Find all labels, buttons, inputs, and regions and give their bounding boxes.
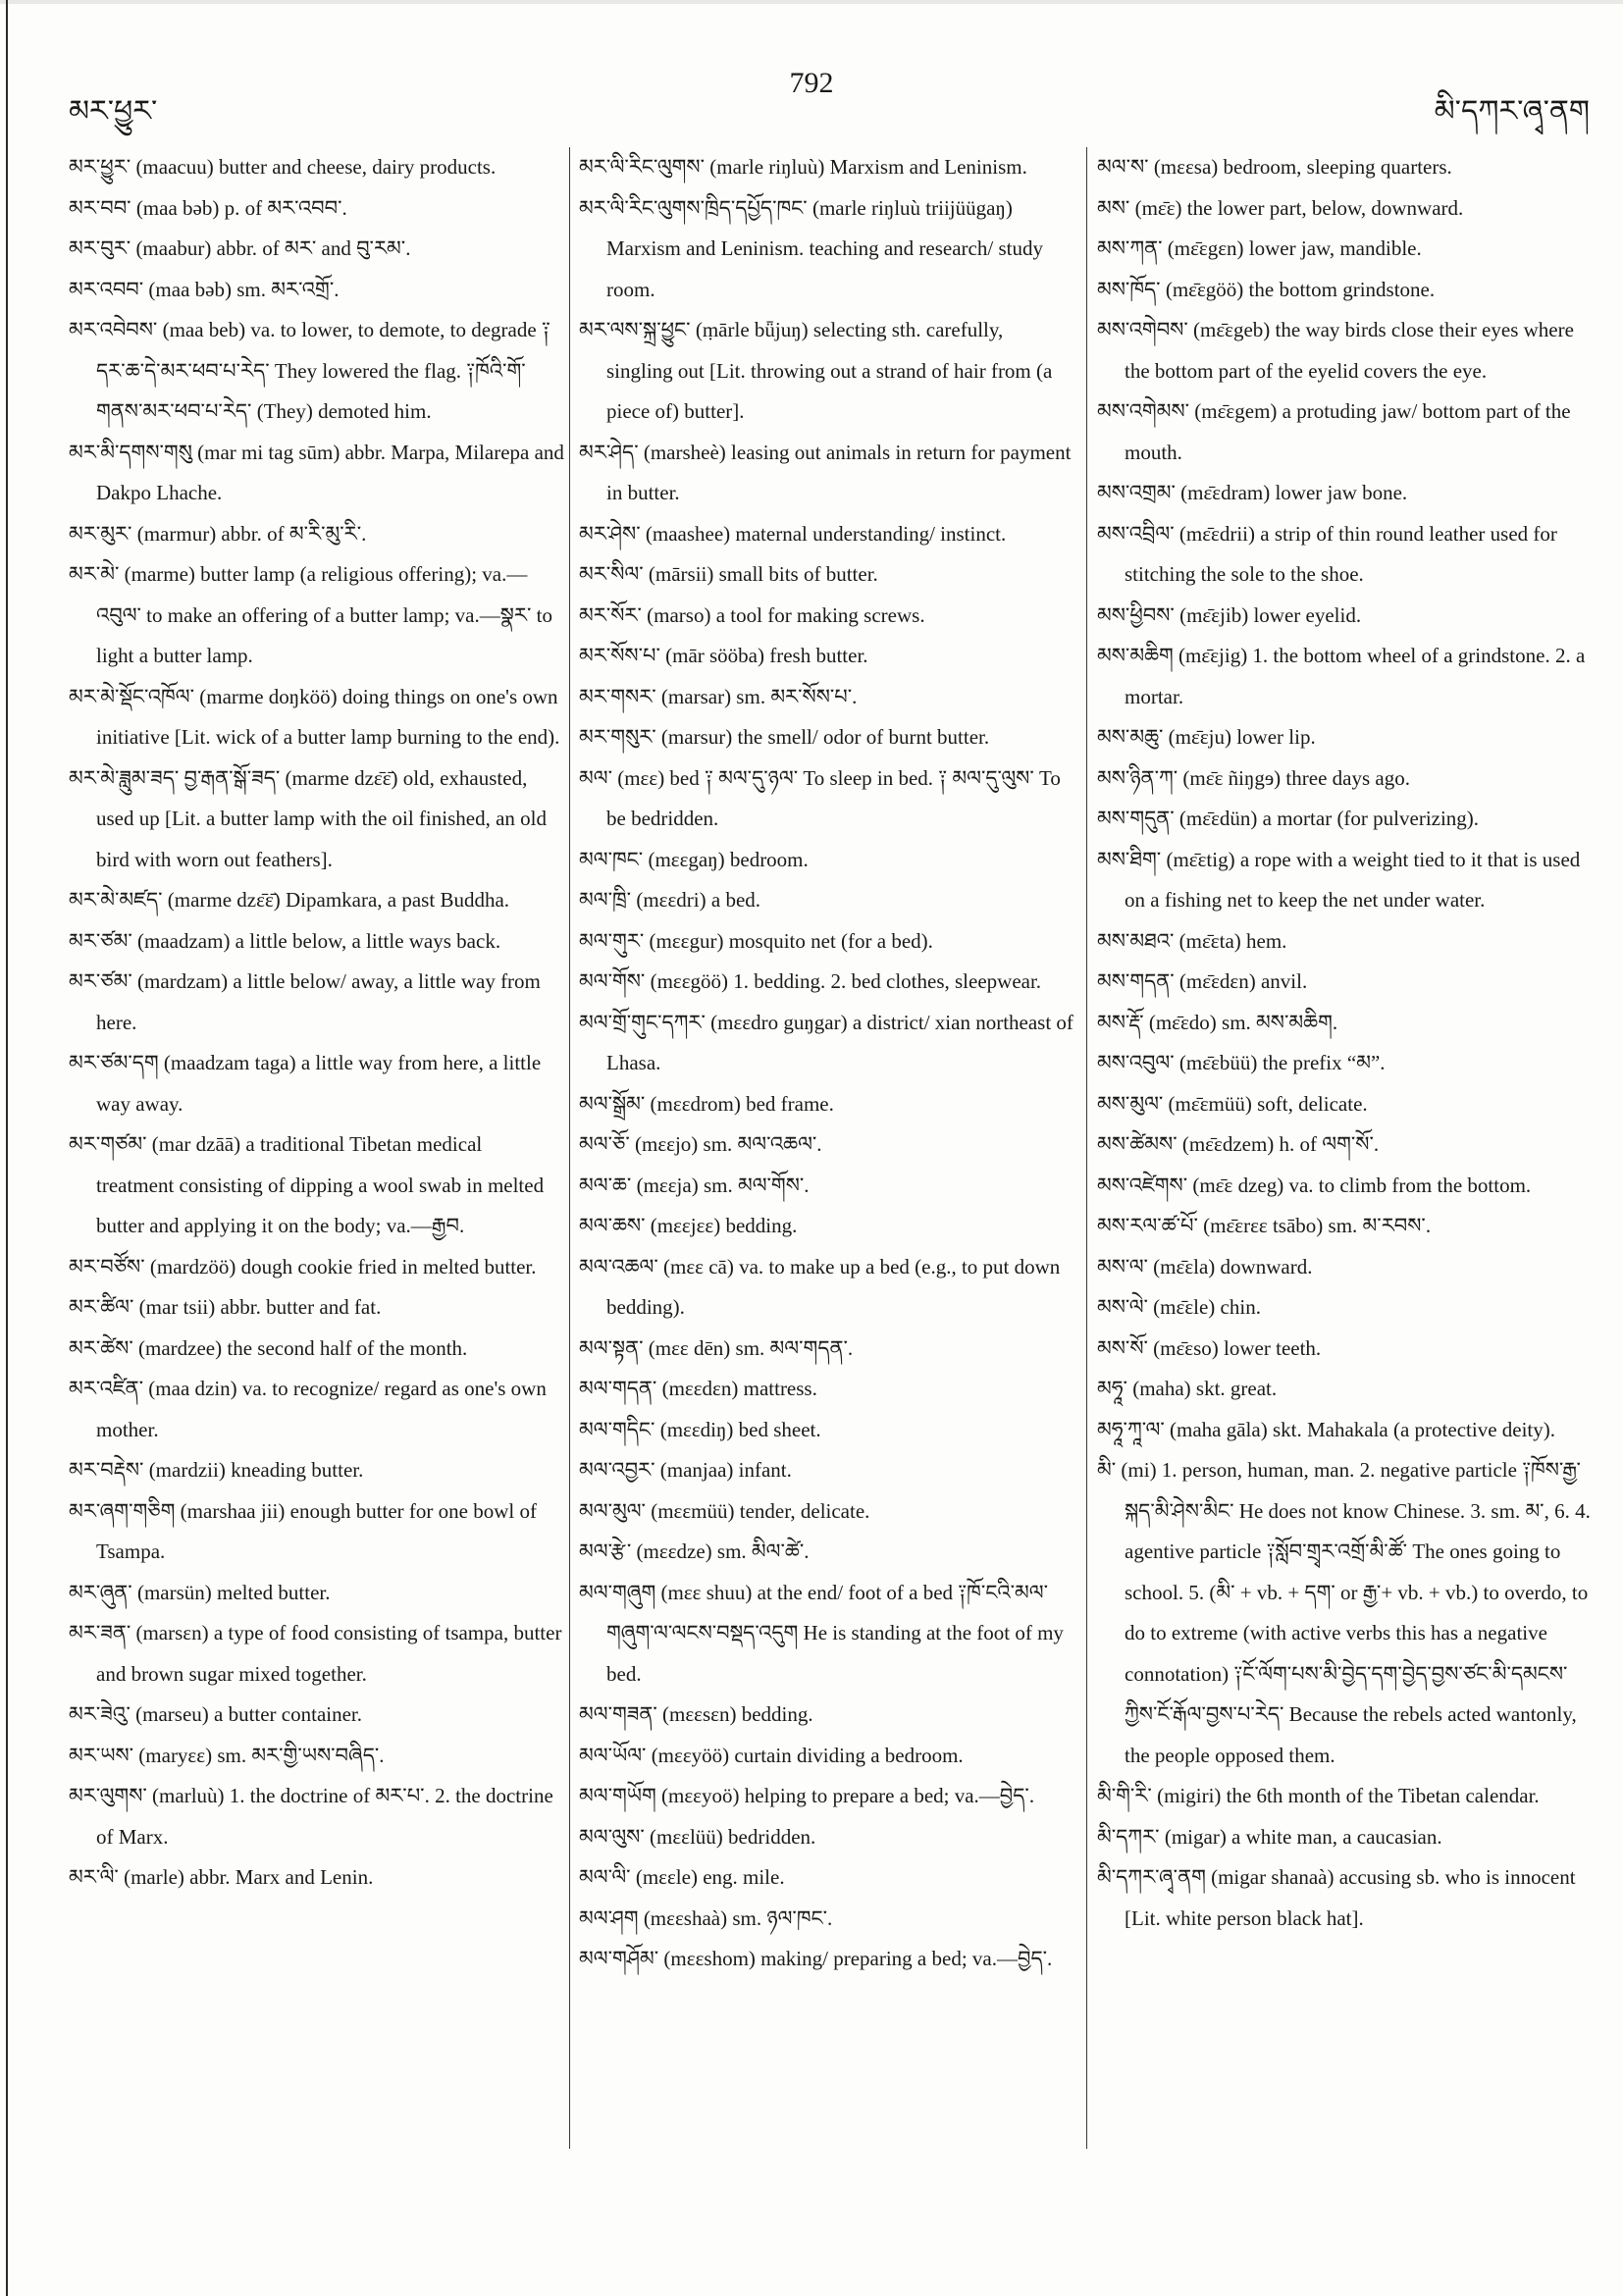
dictionary-entry: མར་གསར་ (marsar) sm. མར་སོས་པ་.	[579, 684, 858, 708]
dictionary-entry: མས་མཐའ་ (mɛ̄ɛta) hem.	[1097, 928, 1287, 953]
page-number: 792	[789, 67, 834, 99]
page-header	[0, 61, 1623, 130]
dictionary-entry: མར་ཕྱུར་ (maacuu) butter and cheese, dairy products.	[69, 155, 497, 179]
dictionary-columns	[69, 147, 1599, 2168]
dictionary-entry: མས་འབྲིལ་ (mɛ̄ɛdrii) a strip of thin round leather used for stitching the sole to the shoe.	[1097, 521, 1557, 586]
dictionary-entry: མཧཱ་ཀཱ་ལ་ (maha gāla) skt. Mahakala (a protective deity).	[1097, 1417, 1555, 1441]
dictionary-entry: མར་བརྡེས་ (mardzii) kneading butter.	[69, 1458, 364, 1482]
dictionary-entry: མས་མཆིག (mɛ̄ɛjig) 1. the bottom wheel of a grindstone. 2. a mortar.	[1097, 644, 1586, 708]
dictionary-entry: མར་ལུགས་ (marluù) 1. the doctrine of མར་པ་. 2. the doctrine of Marx.	[69, 1784, 553, 1849]
dictionary-entry: མར་མེ་སྡོང་འཁོལ་ (marme doŋköö) doing things on one's own initiative [Lit. wick of a butter lamp burning to the end).	[69, 684, 560, 749]
dictionary-entry: མལ་རྩེ་ (mɛɛdze) sm. མིལ་ཚེ་.	[579, 1539, 810, 1563]
dictionary-entry: མར་ཚེས་ (mardzee) the second half of the month.	[69, 1335, 468, 1360]
dictionary-entry: མི་ (mi) 1. person, human, man. 2. negative particle ༑ཁོས་རྒྱ་སྐད་མི་ཤེས་མིང་ He does not know Chinese. 3. sm. མ་, 6. 4. agentive particle ༑སློབ་གྲྭར་འགྲོ་མི་ཚོ་ The ones going to school. 5. (མི་ + vb. + དག་ or རྒྱ་+ vb. + vb.) to overdo, to do to extreme (with active verbs this has a negative connotation) ༑ངོ་ལོག་པས་མི་བྱེད་དག་བྱེད་བྱས་ཙང་མི་དམངས་ཀྱིས་ངོ་རྒོལ་བྱས་པ་རེད་ Because the rebels acted wantonly, the people opposed them.	[1097, 1458, 1591, 1767]
dictionary-entry: མི་དཀར་ཞྭ་ནག (migar shanaà) accusing sb. who is innocent [Lit. white person black hat].	[1097, 1865, 1576, 1930]
dictionary-entry: མར་འབབ་ (maa bǝb) sm. མར་འགྲོ་.	[69, 277, 340, 301]
dictionary-entry: མར་ཞུན་ (marsün) melted butter.	[69, 1580, 331, 1604]
dictionary-entry: མལ་གཡོག (mɛɛyoö) helping to prepare a bed; va.—བྱེད་.	[579, 1784, 1035, 1807]
dictionary-entry: མལ་ཡོལ་ (mɛɛyöö) curtain dividing a bedroom.	[579, 1743, 964, 1767]
dictionary-entry: མར་གསུར་ (marsur) the smell/ odor of burnt butter.	[579, 725, 990, 749]
dictionary-entry: མས་འབུལ་ (mɛ̄ɛbüü) the prefix “མ”.	[1097, 1051, 1386, 1074]
dictionary-entry: མར་བཙོས་ (mardzöö) dough cookie fried in melted butter.	[69, 1254, 537, 1278]
page-left-edge	[6, 0, 8, 2296]
dictionary-entry: མས་འགེབས་ (mɛ̄ɛgeb) the way birds close their eyes where the bottom part of the eyelid covers the eye.	[1097, 318, 1574, 383]
dictionary-column-2	[579, 147, 1074, 2168]
dictionary-entry: མལ་གུར་ (mɛɛgur) mosquito net (for a bed).	[579, 928, 933, 953]
dictionary-entry: མས་གདན་ (mɛ̄ɛdɛn) anvil.	[1097, 969, 1308, 993]
dictionary-entry: མལ་ཤག (mɛɛshaà) sm. ཉལ་ཁང་.	[579, 1905, 833, 1930]
dictionary-entry: མི་དཀར་ (migar) a white man, a caucasian.	[1097, 1824, 1442, 1849]
dictionary-entry: མར་སོར་ (marso) a tool for making screws.	[579, 602, 925, 627]
dictionary-entry: མར་ཟེའུ་ (marseu) a butter container.	[69, 1702, 363, 1726]
dictionary-entry: མལ་ཆས་ (mɛɛjɛɛ) bedding.	[579, 1214, 798, 1237]
dictionary-entry: མར་སིལ་ (mārsii) small bits of butter.	[579, 562, 878, 586]
dictionary-entry: མས་འགེམས་ (mɛ̄ɛgem) a protuding jaw/ bottom part of the mouth.	[1097, 399, 1571, 464]
dictionary-entry: མལ་གཤོམ་ (mɛɛshom) making/ preparing a bed; va.—བྱེད་.	[579, 1947, 1053, 1970]
dictionary-entry: མར་ཟན་ (marsɛn) a type of food consisting of tsampa, butter and brown sugar mixed together.	[69, 1621, 562, 1686]
dictionary-entry: མར་བབ་ (maa bǝb) p. of མར་འབབ་.	[69, 195, 347, 220]
dictionary-entry: མལ་སྟན་ (mɛɛ dēn) sm. མལ་གདན་.	[579, 1335, 854, 1360]
dictionary-entry: མར་ཤེད་ (marsheè) leasing out animals in return for payment in butter.	[579, 440, 1072, 504]
dictionary-entry: མལ་འབྱར་ (manjaa) infant.	[579, 1458, 792, 1482]
running-head-right: མི་དཀར་ཞྭ་ནག	[1434, 95, 1590, 128]
dictionary-entry: མར་ལི་རིང་ལུགས་ (marle riŋluù) Marxism and Leninism.	[579, 155, 1027, 179]
dictionary-entry: མས་རྡོ་ (mɛ̄ɛdo) sm. མས་མཆིག.	[1097, 1010, 1338, 1034]
dictionary-entry: མར་མེ་ཟླུམ་ཟད་ བྱ་རྒན་སྒོ་ཟད་ (marme dzɛ̄ɛ̄) old, exhausted, used up [Lit. a butter lamp with the oil finished, an old bird with worn out feathers].	[69, 765, 547, 871]
dictionary-entry: མས་འཛེགས་ (mɛ̄ɛ dzeg) va. to climb from the bottom.	[1097, 1173, 1532, 1197]
dictionary-entry: མས་མུལ་ (mɛ̄ɛmüü) soft, delicate.	[1097, 1091, 1368, 1116]
dictionary-entry: མས་སོ་ (mɛ̄ɛso) lower teeth.	[1097, 1335, 1322, 1360]
dictionary-entry: མས་ཐིག་ (mɛ̄ɛtig) a rope with a weight tied to it that is used on a fishing net to keep the net under water.	[1097, 847, 1581, 912]
dictionary-entry: མར་སོས་པ་ (mār sööba) fresh butter.	[579, 644, 868, 667]
dictionary-entry: མས་ཀན་ (mɛ̄ɛgɛn) lower jaw, mandible.	[1097, 236, 1422, 260]
dictionary-entry: མལ་ཆ་ (mɛɛja) sm. མལ་གོས་.	[579, 1173, 810, 1197]
dictionary-entry: མལ་ས་ (mɛɛsa) bedroom, sleeping quarters.	[1097, 155, 1452, 179]
dictionary-entry: མས་ལ་ (mɛ̄ɛla) downward.	[1097, 1254, 1313, 1278]
dictionary-entry: མལ་གཟན་ (mɛɛsɛn) bedding.	[579, 1702, 813, 1726]
dictionary-entry: མར་ཤེས་ (maashee) maternal understanding/ instinct.	[579, 521, 1007, 546]
dictionary-entry: མལ་མུལ་ (mɛɛmüü) tender, delicate.	[579, 1498, 870, 1523]
dictionary-entry: མར་མེ་ (marme) butter lamp (a religious offering); va.—འབུལ་ to make an offering of a butter lamp; va.—སྣར་ to light a butter lamp.	[69, 562, 553, 667]
dictionary-entry: མར་ཡས་ (maryɛɛ) sm. མར་གྱི་ཡས་བཞིད་.	[69, 1743, 385, 1767]
dictionary-entry: མས་འགྲམ་ (mɛ̄ɛdram) lower jaw bone.	[1097, 481, 1408, 504]
dictionary-entry: མལ་གདིང་ (mɛɛdiŋ) bed sheet.	[579, 1417, 821, 1441]
dictionary-entry: མལ་གྲོ་གུང་དཀར་ (mɛɛdro guŋgar) a district/ xian northeast of Lhasa.	[579, 1010, 1073, 1074]
dictionary-entry: མལ་སྒྲོམ་ (mɛɛdrom) bed frame.	[579, 1091, 834, 1116]
dictionary-entry: མས་ལེ་ (mɛ̄ɛle) chin.	[1097, 1295, 1261, 1319]
dictionary-entry: མས་མཆུ་ (mɛ̄ɛju) lower lip.	[1097, 725, 1316, 749]
dictionary-entry: མལ་ཁྲི་ (mɛɛdri) a bed.	[579, 888, 761, 912]
dictionary-entry: མས་གདུན་ (mɛ̄ɛdün) a mortar (for pulverizing).	[1097, 807, 1480, 830]
dictionary-entry: མར་གཙམ་ (mar dzāā) a traditional Tibetan medical treatment consisting of dipping a wool swab in melted butter and applying it on the body; va.—རྒྱབ.	[69, 1132, 545, 1237]
dictionary-entry: མས་ཁོད་ (mɛ̄ɛgöö) the bottom grindstone.	[1097, 277, 1436, 301]
dictionary-entry: མས་ (mɛ̄ɛ) the lower part, below, downward.	[1097, 195, 1464, 220]
dictionary-entry: མར་བུར་ (maabur) abbr. of མར་ and བུ་རམ་.	[69, 236, 411, 260]
dictionary-entry: མི་གི་རི་ (migiri) the 6th month of the Tibetan calendar.	[1097, 1784, 1540, 1807]
dictionary-column-3	[1097, 147, 1597, 2168]
dictionary-entry: མལ་གདན་ (mɛɛdɛn) mattress.	[579, 1377, 817, 1400]
dictionary-entry: མལ་གཞུག (mɛɛ shuu) at the end/ foot of a bed ༑ཁོ་ངའི་མལ་གཞུག་ལ་ལངས་བསྡད་འདུག He is standing at the foot of my bed.	[579, 1580, 1064, 1686]
dictionary-entry: མར་མི་དགས་གསུ (mar mi tag sūm) abbr. Marpa, Milarepa and Dakpo Lhache.	[69, 440, 564, 504]
dictionary-entry: མར་མུར་ (marmur) abbr. of མ་རི་མུ་རི་.	[69, 521, 367, 546]
dictionary-entry: མལ་གོས་ (mɛɛgöö) 1. bedding. 2. bed clothes, sleepwear.	[579, 969, 1042, 993]
dictionary-entry: མལ་ལི་ (mɛɛle) eng. mile.	[579, 1865, 785, 1889]
running-head-left: མར་ཕྱུར་	[69, 95, 158, 128]
dictionary-entry: མར་ཞག་གཅིག (marshaa jii) enough butter for one bowl of Tsampa.	[69, 1498, 537, 1563]
dictionary-entry: མར་ཙམ་དག (maadzam taga) a little way from here, a little way away.	[69, 1051, 542, 1116]
dictionary-entry: མལ་ཅོ་ (mɛɛjo) sm. མལ་འཆལ་.	[579, 1132, 822, 1156]
dictionary-column-1	[69, 147, 564, 2168]
dictionary-entry: མཧཱ་ (maha) skt. great.	[1097, 1377, 1278, 1400]
dictionary-entry: མས་ཚེམས་ (mɛ̄ɛdzem) h. of ལག་སོ་.	[1097, 1132, 1380, 1156]
dictionary-entry: མས་རལ་ཚ་པོ་ (mɛ̄ɛrɛɛ tsābo) sm. མ་རབས་.	[1097, 1214, 1432, 1237]
dictionary-entry: མར་ཙམ་ (maadzam) a little below, a little ways back.	[69, 928, 501, 953]
dictionary-entry: མལ་འཆལ་ (mɛɛ cā) va. to make up a bed (e.g., to put down bedding).	[579, 1254, 1061, 1319]
dictionary-entry: མར་ལས་སྐྲ་ཕྱུང་ (ṃārle bǖjuŋ) selecting sth. carefully, singling out [Lit. throwing out a strand of hair from (a piece of) butter].	[579, 318, 1053, 423]
dictionary-entry: མར་ཙམ་ (mardzam) a little below/ away, a little way from here.	[69, 969, 541, 1034]
dictionary-entry: མར་ལི་རིང་ལུགས་ཁྲིད་དཔྱོད་ཁང་ (marle riŋluù triijüügaŋ) Marxism and Leninism. teaching and research/ study room.	[579, 195, 1043, 301]
dictionary-entry: མལ་ཁང་ (mɛɛgaŋ) bedroom.	[579, 847, 809, 871]
dictionary-entry: མལ་ལུས་ (mɛɛlüü) bedridden.	[579, 1824, 816, 1849]
dictionary-entry: མས་ཕྱིབས་ (mɛ̄ɛjib) lower eyelid.	[1097, 602, 1362, 627]
dictionary-entry: མར་ཚིལ་ (mar tsii) abbr. butter and fat.	[69, 1295, 382, 1319]
dictionary-entry: མར་ལི་ (marle) abbr. Marx and Lenin.	[69, 1865, 374, 1889]
dictionary-entry: མར་འབེབས་ (maa beb) va. to lower, to demote, to degrade ༑ དར་ཆ་དེ་མར་ཕབ་པ་རེད་ They lowered the flag. ༑ཁོའི་གོ་གནས་མར་ཕབ་པ་རེད་ (They) demoted him.	[69, 318, 550, 423]
dictionary-entry: མལ་ (mɛɛ) bed ༑ མལ་དུ་ཉལ་ To sleep in bed. ༑ མལ་དུ་ལུས་ To be bedridden.	[579, 765, 1061, 830]
page-top-edge	[0, 0, 1623, 4]
dictionary-entry: མར་མེ་མཛད་ (marme dzɛ̄ɛ̄) Dipamkara, a past Buddha.	[69, 888, 510, 912]
dictionary-entry: མར་འཛིན་ (maa dzin) va. to recognize/ regard as one's own mother.	[69, 1377, 547, 1441]
dictionary-entry: མས་ཉིན་ཀ་ (mɛ̄ɛ ñiŋgɘ) three days ago.	[1097, 765, 1410, 790]
